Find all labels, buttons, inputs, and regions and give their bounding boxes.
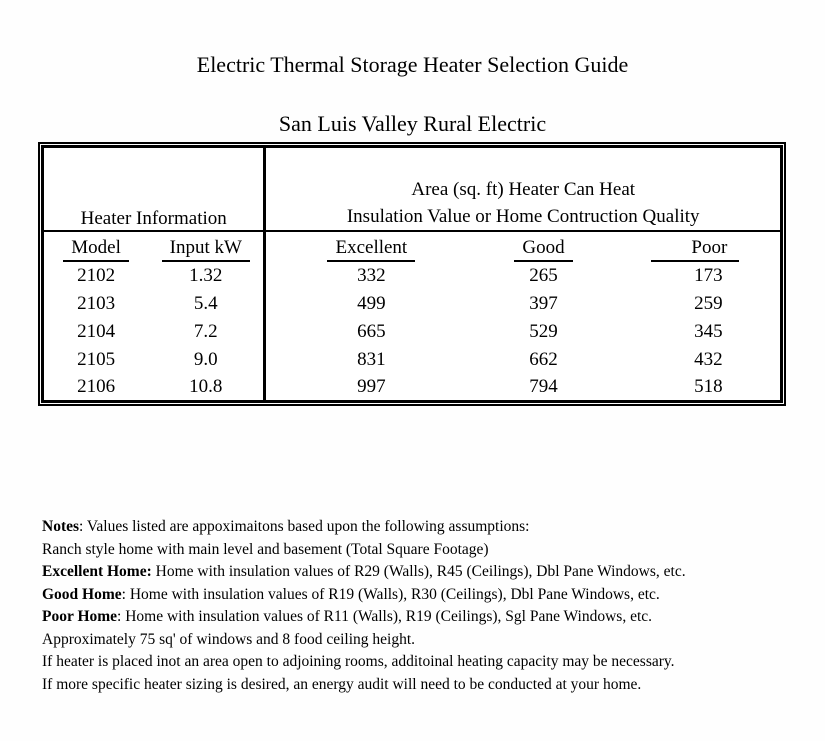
cell-input-kw: 7.2 — [193, 320, 218, 342]
note-bold-label: Notes — [42, 518, 80, 535]
note-text: Approximately 75 sq' of windows and 8 food ceiling height. — [42, 630, 416, 648]
heater-selection-table — [41, 145, 783, 403]
table-row — [43, 290, 782, 318]
cell-model: 2103 — [77, 292, 116, 314]
note-text: : Values listed are appoximaitons based upon the following assumptions: — [79, 518, 530, 535]
cell-good: 794 — [529, 375, 558, 397]
note-line — [42, 606, 782, 629]
table-row — [43, 346, 782, 374]
page-subtitle: San Luis Valley Rural Electric — [278, 111, 547, 136]
column-header-poor: Poor — [611, 231, 782, 262]
note-text: Home with insulation values of R29 (Walls), R45 (Ceilings), Dbl Pane Windows, etc. — [151, 563, 686, 580]
cell-input-kw: 1.32 — [189, 264, 223, 286]
note-bold-label: Poor Home — [42, 608, 118, 625]
note-text: If heater is placed inot an area open to adjoining rooms, additoinal heating capacity may be necessary. — [42, 653, 675, 670]
cell-excellent: 499 — [265, 290, 476, 318]
note-line — [42, 651, 782, 674]
note-bold-label: Good Home — [42, 585, 122, 603]
cell-excellent: 831 — [265, 346, 476, 374]
cell-poor: 259 — [694, 292, 723, 314]
cell-input-kw: 10.8 — [189, 375, 223, 397]
column-header-good: Good — [476, 231, 610, 262]
cell-poor: 173 — [694, 264, 723, 286]
cell-poor: 345 — [694, 320, 723, 342]
note-line — [42, 539, 782, 562]
note-line — [42, 561, 782, 584]
notes-section — [42, 516, 782, 696]
cell-excellent: 332 — [265, 262, 476, 290]
note-line — [42, 516, 782, 539]
note-bold-label: Excellent Home: — [42, 563, 152, 580]
area-header-line1: Area (sq. ft) Heater Can Heat — [411, 178, 636, 200]
cell-good: 529 — [529, 320, 558, 342]
cell-model: 2106 — [77, 375, 116, 397]
note-text: : Home with insulation values of R11 (Walls), R19 (Ceilings), Sgl Pane Windows, etc. — [117, 608, 653, 625]
heater-table-frame — [38, 142, 786, 406]
cell-excellent: 665 — [265, 318, 476, 346]
note-text: : Home with insulation values of R19 (Walls), R30 (Ceilings), Dbl Pane Windows, etc. — [121, 585, 660, 603]
table-row — [43, 262, 782, 290]
note-text: Ranch style home with main level and basement (Total Square Footage) — [42, 540, 489, 558]
note-text: If more specific heater sizing is desired, an energy audit will need to be conducted at your home. — [42, 675, 642, 693]
cell-poor: 518 — [694, 375, 723, 397]
cell-poor: 432 — [694, 348, 723, 370]
area-header-line2: Insulation Value or Home Contruction Quality — [346, 205, 700, 227]
note-line — [42, 674, 782, 697]
cell-good: 662 — [529, 348, 558, 370]
cell-model: 2105 — [77, 348, 116, 370]
cell-input-kw: 9.0 — [193, 348, 218, 370]
group-header-row — [43, 147, 782, 231]
area-header — [265, 147, 782, 231]
note-line — [42, 629, 782, 652]
page-title: Electric Thermal Storage Heater Selection Guide — [196, 52, 629, 77]
cell-input-kw: 5.4 — [193, 292, 218, 314]
cell-good: 265 — [529, 264, 558, 286]
cell-good: 397 — [529, 292, 558, 314]
column-header-row — [43, 231, 782, 262]
heater-information-header: Heater Information — [43, 147, 265, 231]
column-header-input-kw: Input kW — [148, 231, 265, 262]
table-row — [43, 374, 782, 402]
cell-model: 2102 — [77, 264, 116, 286]
column-header-model: Model — [43, 231, 149, 262]
cell-excellent: 997 — [265, 374, 476, 402]
column-header-excellent: Excellent — [265, 231, 476, 262]
cell-model: 2104 — [77, 320, 116, 342]
table-row — [43, 318, 782, 346]
note-line — [42, 584, 782, 607]
